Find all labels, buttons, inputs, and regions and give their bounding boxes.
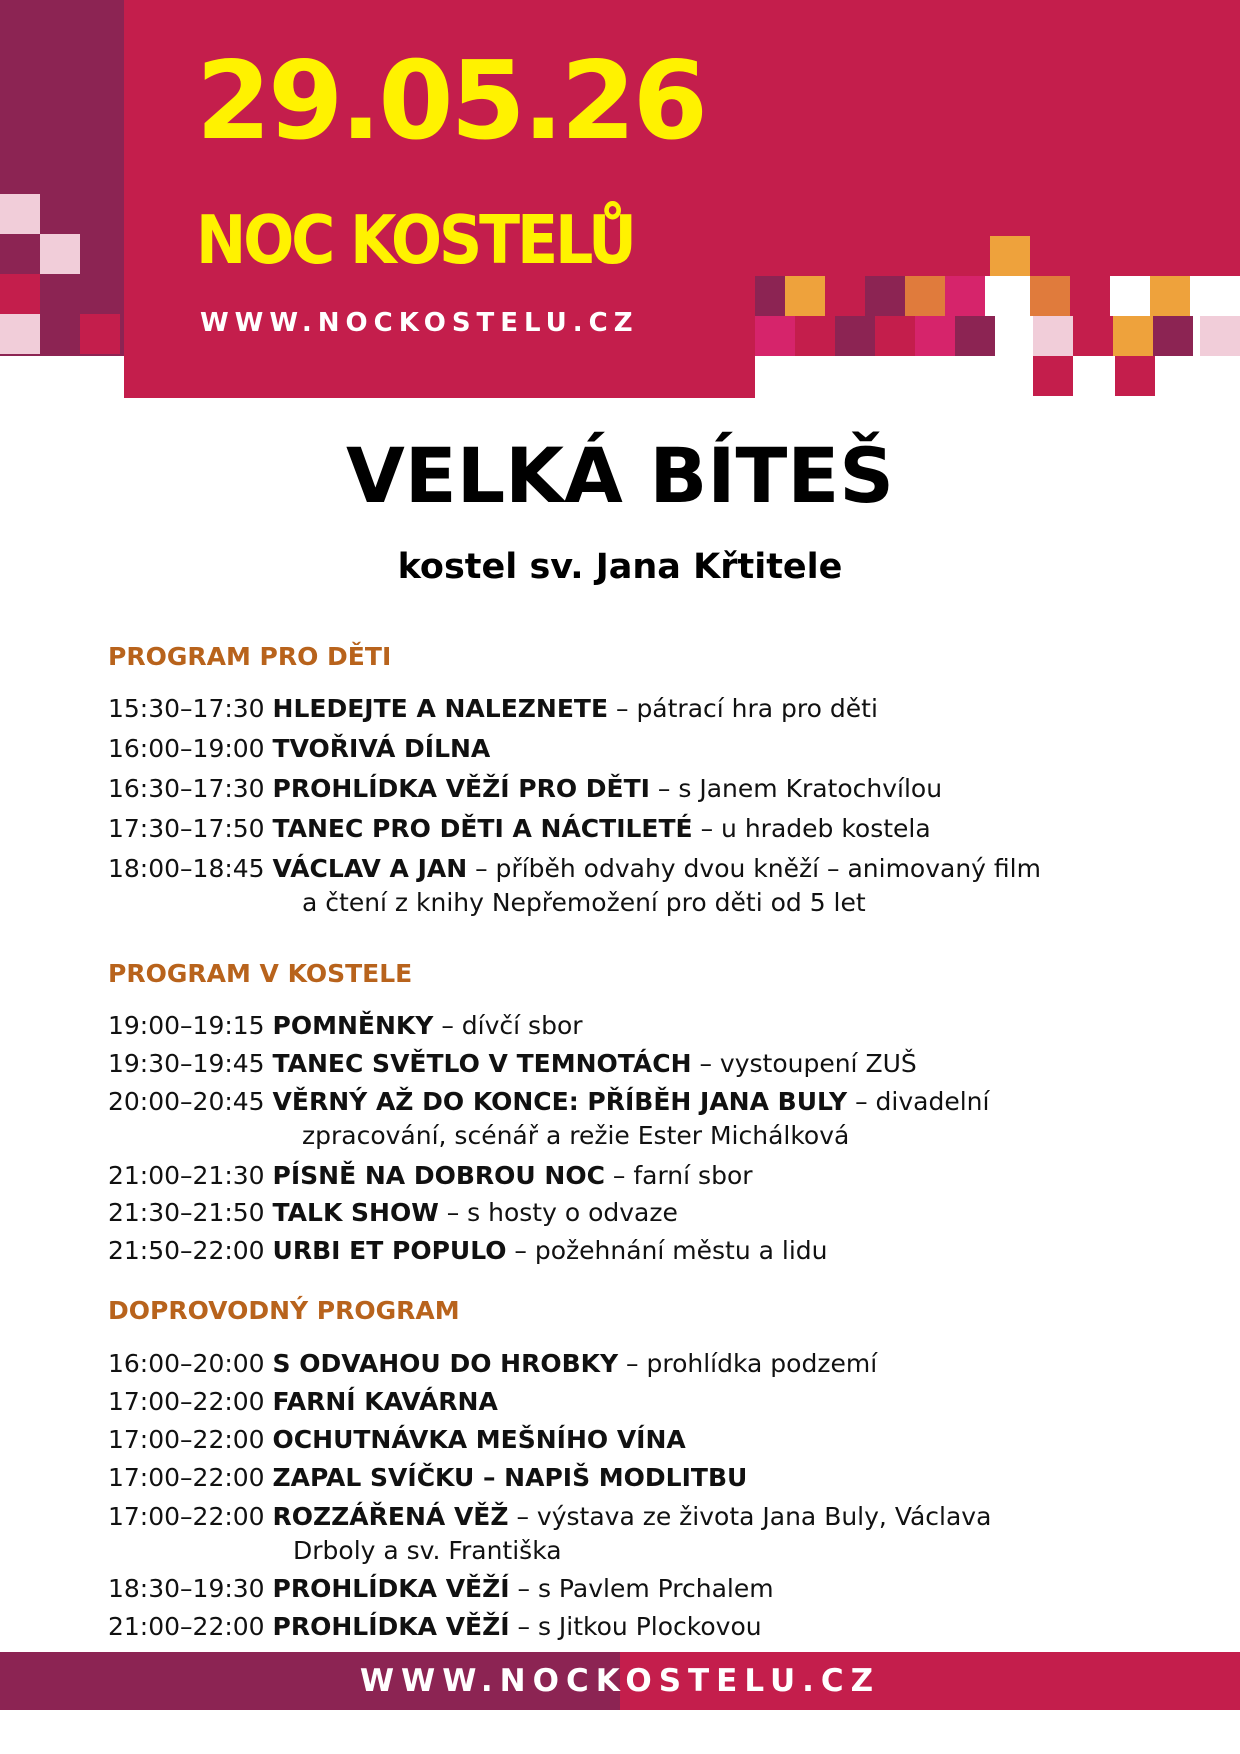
item-time: 17:00–22:00 <box>108 1463 265 1492</box>
program-item <box>108 1234 1188 1268</box>
section-title-church: PROGRAM V KOSTELE <box>108 959 413 988</box>
pixel-square <box>945 276 985 316</box>
item-time: 17:30–17:50 <box>108 814 265 843</box>
item-time: 17:00–22:00 <box>108 1502 265 1531</box>
pixel-square <box>915 316 955 356</box>
item-time: 21:00–22:00 <box>108 1612 265 1641</box>
item-time: 15:30–17:30 <box>108 694 265 723</box>
header-url-link[interactable]: WWW.NOCKOSTELU.CZ <box>200 308 639 338</box>
item-name: HLEDEJTE A NALEZNETE <box>272 694 609 723</box>
program-item <box>108 772 1188 806</box>
item-name: FARNÍ KAVÁRNA <box>272 1387 498 1416</box>
item-desc: – u hradeb kostela <box>692 814 931 843</box>
item-desc: – příběh odvahy dvou kněží – animovaný film <box>467 854 1041 883</box>
item-time: 21:00–21:30 <box>108 1161 265 1190</box>
item-name: TANEC SVĚTLO V TEMNOTÁCH <box>272 1049 692 1078</box>
header-strip-right <box>755 0 1240 276</box>
item-desc: – požehnání městu a lidu <box>506 1236 828 1265</box>
pixel-square <box>875 316 915 356</box>
section-title-accompanying: DOPROVODNÝ PROGRAM <box>108 1296 460 1325</box>
item-desc: – s Jitkou Plockovou <box>509 1612 762 1641</box>
pixel-square <box>0 274 40 314</box>
item-name: PROHLÍDKA VĚŽÍ PRO DĚTI <box>272 774 650 803</box>
item-continuation: zpracování, scénář a režie Ester Michálková <box>302 1120 850 1150</box>
item-time: 21:50–22:00 <box>108 1236 265 1265</box>
pixel-square <box>755 316 795 356</box>
item-desc: – vystoupení ZUŠ <box>691 1049 917 1078</box>
item-name: TVOŘIVÁ DÍLNA <box>272 734 491 763</box>
item-name: ROZZÁŘENÁ VĚŽ <box>272 1502 509 1531</box>
item-time: 18:30–19:30 <box>108 1574 265 1603</box>
program-item <box>108 1610 1188 1644</box>
pixel-square <box>990 236 1030 276</box>
pixel-square <box>1153 316 1193 356</box>
pixel-square <box>40 234 80 274</box>
pixel-square <box>835 316 875 356</box>
item-name: VĚRNÝ AŽ DO KONCE: PŘÍBĚH JANA BULY <box>272 1087 848 1116</box>
program-item <box>108 1500 1188 1567</box>
item-desc: – farní sbor <box>604 1161 753 1190</box>
item-name: ZAPAL SVÍČKU – NAPIŠ MODLITBU <box>272 1463 748 1492</box>
item-name: OCHUTNÁVKA MEŠNÍHO VÍNA <box>272 1425 686 1454</box>
item-name: VÁCLAV A JAN <box>272 854 468 883</box>
pixel-square <box>1115 356 1155 396</box>
item-desc: – s Janem Kratochvílou <box>649 774 943 803</box>
item-name: POMNĚNKY <box>272 1011 434 1040</box>
pixel-square <box>1150 276 1190 316</box>
pixel-square <box>1033 356 1073 396</box>
item-name: TANEC PRO DĚTI A NÁCTILETÉ <box>272 814 693 843</box>
program-item <box>108 1385 1188 1419</box>
section-title-children: PROGRAM PRO DĚTI <box>108 642 392 671</box>
item-continuation: a čtení z knihy Nepřemožení pro děti od 5 let <box>302 887 866 917</box>
item-desc: – s Pavlem Prchalem <box>509 1574 774 1603</box>
pixel-square <box>825 276 865 316</box>
item-name: TALK SHOW <box>272 1198 439 1227</box>
item-name: URBI ET POPULO <box>272 1236 507 1265</box>
program-item <box>108 1423 1188 1457</box>
pixel-square <box>0 314 40 354</box>
program-item <box>108 1347 1188 1381</box>
program-item <box>108 1047 1188 1081</box>
place-title: VELKÁ BÍTEŠ <box>345 431 895 520</box>
item-time: 16:00–19:00 <box>108 734 265 763</box>
pixel-square <box>1070 276 1110 316</box>
pixel-square <box>40 274 80 314</box>
program-item <box>108 732 1188 766</box>
item-name: PÍSNĚ NA DOBROU NOC <box>272 1161 605 1190</box>
program-item <box>108 1159 1188 1193</box>
item-time: 17:00–22:00 <box>108 1387 265 1416</box>
pixel-square <box>1073 316 1113 356</box>
item-desc: – s hosty o odvaze <box>438 1198 678 1227</box>
event-date: 29.05.26 <box>196 39 705 164</box>
pixel-square <box>955 316 995 356</box>
pixel-square <box>865 276 905 316</box>
program-item <box>108 1085 1188 1152</box>
item-name: S ODVAHOU DO HROBKY <box>272 1349 619 1378</box>
item-continuation: Drboly a sv. Františka <box>293 1535 562 1565</box>
item-desc: – divadelní <box>847 1087 990 1116</box>
item-time: 20:00–20:45 <box>108 1087 265 1116</box>
item-desc: – pátrací hra pro děti <box>608 694 878 723</box>
item-desc: – prohlídka podzemí <box>618 1349 878 1378</box>
program-item <box>108 812 1188 846</box>
item-time: 19:00–19:15 <box>108 1011 265 1040</box>
pixel-square <box>905 276 945 316</box>
pixel-square <box>1033 316 1073 356</box>
item-name: PROHLÍDKA VĚŽÍ <box>272 1612 510 1641</box>
pixel-square <box>0 194 40 234</box>
pixel-square <box>80 314 120 354</box>
item-time: 17:00–22:00 <box>108 1425 265 1454</box>
item-time: 21:30–21:50 <box>108 1198 265 1227</box>
item-desc: – dívčí sbor <box>433 1011 583 1040</box>
church-subtitle: kostel sv. Jana Křtitele <box>397 547 843 587</box>
pixel-square <box>1113 316 1153 356</box>
pixel-square <box>1200 316 1240 356</box>
pixel-square <box>1030 276 1070 316</box>
header-banner <box>0 0 1240 400</box>
item-time: 18:00–18:45 <box>108 854 265 883</box>
event-title: NOC KOSTELŮ <box>196 201 634 280</box>
program-item <box>108 692 1188 726</box>
footer-url-link[interactable]: WWW.NOCKOSTELU.CZ <box>359 1663 881 1699</box>
pixel-square <box>795 316 835 356</box>
program-item <box>108 1196 1188 1230</box>
item-time: 16:30–17:30 <box>108 774 265 803</box>
pixel-square <box>785 276 825 316</box>
program-item <box>108 1009 1188 1043</box>
program-item <box>108 1461 1188 1495</box>
program-item <box>108 852 1188 919</box>
item-time: 16:00–20:00 <box>108 1349 265 1378</box>
item-desc: – výstava ze života Jana Buly, Václava <box>508 1502 992 1531</box>
item-time: 19:30–19:45 <box>108 1049 265 1078</box>
item-name: PROHLÍDKA VĚŽÍ <box>272 1574 510 1603</box>
program-item <box>108 1572 1188 1606</box>
